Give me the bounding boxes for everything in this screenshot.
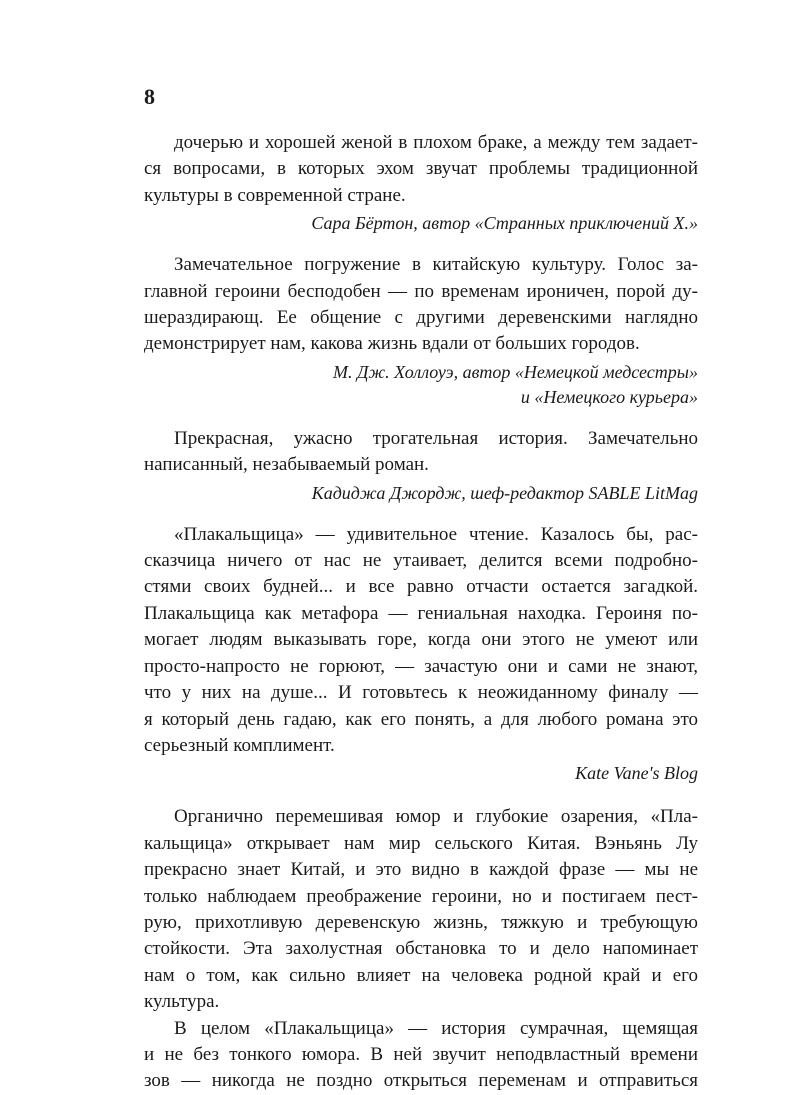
text-line: ся вопросами, в которых эхом звучат проблемы традиционной: [144, 158, 698, 180]
text-line: серьезный комплимент.: [144, 734, 335, 756]
review-block: [144, 130, 698, 236]
text-line: нам о том, как сильно влияет на человека родной край и его: [144, 964, 698, 986]
text-line: я который день гадаю, как его понять, а для любого романа это: [144, 708, 698, 730]
attribution-line: М. Дж. Холлоуэ, автор «Немецкой медсестры»: [332, 361, 698, 382]
page-number: 8: [144, 84, 155, 109]
spacer: [144, 236, 698, 252]
text-line: главной героини бесподобен — по временам ироничен, порой ду-: [144, 280, 698, 302]
text-line: шераздирающ. Ее общение с другими деревенскими наглядно: [144, 307, 698, 329]
text-line: В целом «Плакальщица» — история сумрачная, щемящая: [174, 1017, 698, 1039]
text-line: и не без тонкого юмора. В ней звучит неподвластный времени: [144, 1043, 698, 1065]
review-block: [144, 522, 698, 787]
book-page: [144, 84, 698, 1095]
spacer: [144, 410, 698, 426]
attribution-line: Сара Бёртон, автор «Странных приключений Х.»: [311, 213, 698, 234]
text-line: написанный, незабываемый роман.: [144, 454, 429, 476]
text-line: стойкости. Эта захолустная обстановка то и дело напоминает: [144, 938, 698, 960]
text-line: дочерью и хорошей женой в плохом браке, а между тем задает-: [174, 132, 698, 153]
text-line: только наблюдаем преображение героини, но и постигаем пест-: [144, 885, 698, 907]
attribution-line: и «Немецкого курьера»: [520, 386, 698, 407]
review-text: [144, 252, 698, 358]
text-line: просто-напросто не горюют, — зачастую они и сами не знают,: [144, 655, 698, 677]
attribution-line: Кадиджа Джордж, шеф-редактор SABLE LitMag: [311, 482, 698, 503]
review-attribution: [144, 360, 698, 410]
text-line: культуры в современной стране.: [144, 184, 406, 206]
review-text: [144, 130, 698, 209]
text-line: сказчица ничего от нас не утаивает, делится всеми подробно-: [144, 550, 698, 572]
essay-paragraph: [144, 804, 698, 1015]
text-line: кальщица» открывает нам мир сельского Китая. Вэньянь Лу: [144, 832, 698, 854]
attribution-line: Kate Vane's Blog: [575, 763, 698, 784]
text-line: Прекрасная, ужасно трогательная история. Замечательно: [174, 427, 698, 449]
text-line: прекрасно знает Китай, и это видно в каждой фразе — мы не: [144, 859, 698, 881]
review-attribution: [144, 211, 698, 236]
review-attribution: [144, 481, 698, 506]
text-line: демонстрирует нам, какова жизнь вдали от больших городов.: [144, 333, 640, 355]
text-line: могает людям выказывать горе, когда они этого не умеют или: [144, 629, 698, 651]
text-line: что у них на душе... И готовьтесь к неожиданному финалу —: [144, 682, 698, 704]
text-line: Органично перемешивая юмор и глубокие озарения, «Пла-: [174, 806, 698, 828]
page-content: [144, 130, 698, 1095]
text-line: зов — никогда не поздно открыться переменам и отправиться: [144, 1070, 698, 1092]
text-line: стями своих будней... и все равно отчасти остается загадкой.: [144, 576, 698, 598]
review-attribution: [144, 761, 698, 786]
review-text: [144, 426, 698, 479]
spacer: [144, 506, 698, 522]
text-line: культура.: [144, 991, 220, 1013]
text-line: «Плакальщица» — удивительное чтение. Казалось бы, рас-: [174, 523, 698, 545]
review-block: [144, 426, 698, 506]
review-text: [144, 522, 698, 760]
essay-paragraph: [144, 1016, 698, 1095]
review-block: [144, 252, 698, 410]
spacer: [144, 786, 698, 804]
text-line: Замечательное погружение в китайскую культуру. Голос за-: [174, 254, 698, 276]
text-line: Плакальщица как метафора — гениальная находка. Героиня по-: [144, 602, 698, 624]
text-line: рую, прихотливую деревенскую жизнь, тяжкую и требующую: [144, 911, 698, 933]
